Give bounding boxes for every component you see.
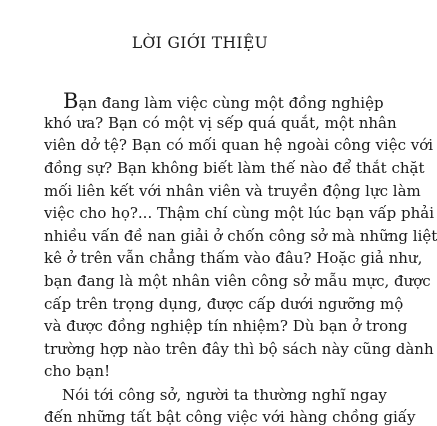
paragraph-1-line: kê ở trên vẫn chẳng thấm vào đâu? Hoặc giả như,: [44, 249, 423, 267]
paragraph-1-line: việc cho họ?... Thậm chí cùng một lúc bạn vấp phải: [44, 204, 434, 222]
paragraph-1-line-1: [63, 89, 384, 113]
page-title: LỜI GIỚI THIỆU: [131, 34, 269, 52]
paragraph-1-line: cấp trên trọng dụng, được cấp dưới ngưỡng mộ: [44, 295, 404, 313]
paragraph-1-line: trường hợp nào trên đây thì bộ sách này cũng dành: [44, 340, 434, 358]
paragraph-1-line: và được đồng nghiệp tín nhiệm? Dù bạn ở trong: [44, 317, 408, 335]
paragraph-2-line-1: Nói tới công sở, người ta thường nghĩ ngay: [62, 386, 387, 404]
paragraph-1-line: bạn đang là một nhân viên công sở mẫu mực, được: [44, 272, 431, 290]
paragraph-1-line: mối liên kết với nhân viên và truyền động lực làm: [44, 182, 421, 200]
paragraph-1-line: nhiều vấn đề nan giải ở chốn công sở mà những liệt: [44, 227, 437, 245]
paragraph-1-line: viên dở tệ? Bạn có mối quan hệ ngoài công việc với: [44, 136, 434, 154]
drop-cap: B: [63, 89, 79, 113]
paragraph-1-line: đồng sự? Bạn không biết làm thế nào để thắt chặt: [44, 159, 425, 177]
first-line-text: ạn đang làm việc cùng một đồng nghiệp: [78, 94, 384, 112]
paragraph-2-line: đến những tất bật công việc với hàng chồng giấy: [44, 408, 416, 426]
paragraph-1-last-line: cho bạn!: [44, 362, 111, 380]
paragraph-1-line: khó ưa? Bạn có một vị sếp quá quắt, một nhân: [44, 114, 397, 132]
